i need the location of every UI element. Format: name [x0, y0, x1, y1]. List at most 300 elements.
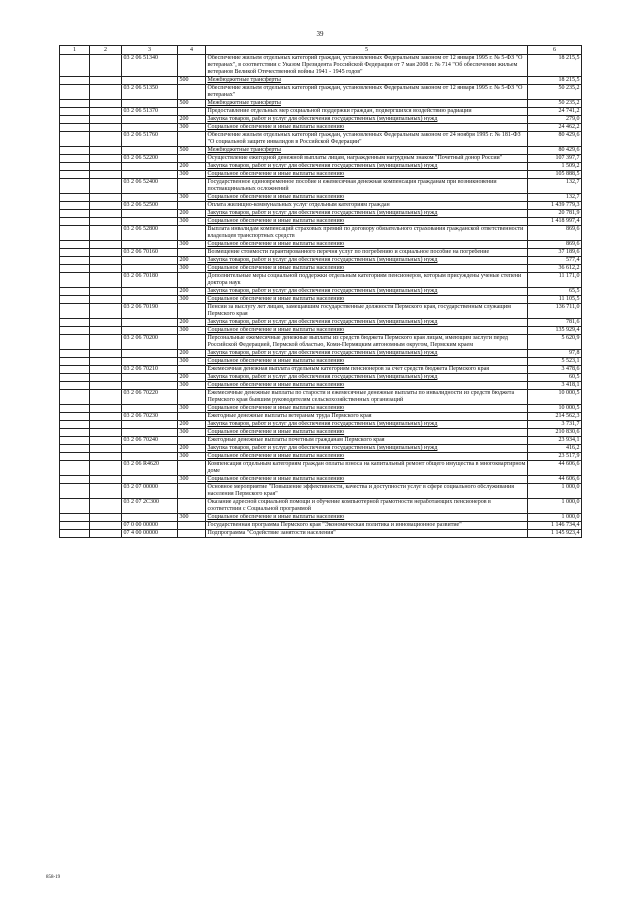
item-name: Закупка товаров, работ и услуг для обеспечения государственных (муниципальных) нужд	[206, 319, 528, 327]
cell-col-2	[90, 374, 122, 382]
amount-value: 210 830,6	[528, 429, 582, 437]
cell-col-1	[60, 241, 90, 249]
target-article-code: 03 2 06 70160	[122, 249, 178, 257]
cell-col-2	[90, 484, 122, 499]
table-row	[60, 530, 582, 538]
cell-col-2	[90, 147, 122, 155]
amount-value: 80 429,6	[528, 147, 582, 155]
cell-col-2	[90, 413, 122, 421]
table-row	[60, 405, 582, 413]
item-name: Ежегодные денежные выплаты почетным гражданам Пермского края	[206, 437, 528, 445]
cell-col-2	[90, 265, 122, 273]
cell-col-2	[90, 461, 122, 476]
item-name: Выплата инвалидам компенсаций страховых премий по договору обязательного страхования гражданской ответственности владельцев транспортных средств	[206, 226, 528, 241]
amount-value: 20 781,9	[528, 210, 582, 218]
cell-col-2	[90, 288, 122, 296]
expense-type-code	[178, 437, 206, 445]
item-name: Социальное обеспечение и иные выплаты населению	[206, 382, 528, 390]
item-name: Обеспечение жильем отдельных категорий граждан, установленных Федеральным законом от 24 ноября 1995 г. № 181-ФЗ "О социальной защите инвалидов в Российской Федерации"	[206, 132, 528, 147]
amount-value: 24 741,2	[528, 108, 582, 116]
column-header-1: 1	[60, 46, 90, 55]
table-row	[60, 522, 582, 530]
item-name: Персональные ежемесячные денежные выплаты из средств бюджета Пермского края лицам, имеющим заслуги перед Российской Федерацией, Пермской областью, Коми-Пермяцким автономным округом, Пермским краем	[206, 335, 528, 350]
table-row	[60, 421, 582, 429]
amount-value: 214 562,3	[528, 413, 582, 421]
cell-col-1	[60, 413, 90, 421]
budget-table	[59, 45, 582, 538]
target-article-code: 03 2 06 70240	[122, 437, 178, 445]
amount-value: 107 397,7	[528, 155, 582, 163]
item-name: Пенсии за выслугу лет лицам, замещавшим государственные должности Пермского края, государственным служащим Пермского края	[206, 304, 528, 319]
expense-type-code: 200	[178, 116, 206, 124]
cell-col-2	[90, 257, 122, 265]
table-row	[60, 155, 582, 163]
amount-value: 135 929,4	[528, 327, 582, 335]
amount-value: 416,2	[528, 445, 582, 453]
expense-type-code: 300	[178, 405, 206, 413]
cell-col-1	[60, 461, 90, 476]
cell-col-2	[90, 194, 122, 202]
table-row	[60, 382, 582, 390]
expense-type-code	[178, 304, 206, 319]
table-row	[60, 194, 582, 202]
item-name: Закупка товаров, работ и услуг для обеспечения государственных (муниципальных) нужд	[206, 288, 528, 296]
target-article-code	[122, 100, 178, 108]
cell-col-1	[60, 194, 90, 202]
amount-value: 132,7	[528, 179, 582, 194]
expense-type-code	[178, 226, 206, 241]
table-row	[60, 241, 582, 249]
cell-col-2	[90, 108, 122, 116]
cell-col-2	[90, 421, 122, 429]
cell-col-1	[60, 382, 90, 390]
cell-col-2	[90, 85, 122, 100]
footer-document-code: 858-19	[46, 875, 61, 880]
cell-col-2	[90, 453, 122, 461]
table-row	[60, 327, 582, 335]
target-article-code	[122, 405, 178, 413]
amount-value: 869,6	[528, 226, 582, 241]
target-article-code	[122, 218, 178, 226]
target-article-code	[122, 327, 178, 335]
amount-value: 105 888,5	[528, 171, 582, 179]
cell-col-1	[60, 445, 90, 453]
table-row	[60, 358, 582, 366]
target-article-code: 07 4 00 00000	[122, 530, 178, 538]
target-article-code: 03 2 06 70230	[122, 413, 178, 421]
amount-value: 3 418,1	[528, 382, 582, 390]
item-name: Оплата жилищно-коммунальных услуг отдельным категориям граждан	[206, 202, 528, 210]
cell-col-1	[60, 437, 90, 445]
cell-col-2	[90, 249, 122, 257]
target-article-code	[122, 77, 178, 85]
item-name: Межбюджетные трансферты	[206, 77, 528, 85]
table-row	[60, 366, 582, 374]
amount-value: 5 620,9	[528, 335, 582, 350]
target-article-code	[122, 421, 178, 429]
table-body	[60, 55, 582, 538]
item-name: Социальное обеспечение и иные выплаты населению	[206, 358, 528, 366]
cell-col-2	[90, 179, 122, 194]
page-number: 39	[316, 30, 324, 38]
cell-col-2	[90, 296, 122, 304]
item-name: Социальное обеспечение и иные выплаты населению	[206, 171, 528, 179]
expense-type-code	[178, 273, 206, 288]
target-article-code	[122, 319, 178, 327]
table-row	[60, 124, 582, 132]
cell-col-2	[90, 155, 122, 163]
amount-value: 10 000,5	[528, 390, 582, 405]
amount-value: 18 215,5	[528, 55, 582, 77]
cell-col-1	[60, 155, 90, 163]
item-name: Обеспечение жильем отдельных категорий граждан, установленных Федеральным законом от 12 января 1995 г. № 5-ФЗ "О ветеранах", в соответствии с Указом Президента Российской Федерации от 7 мая 2008 г. № 714 "Об обеспечении жильем ветеранов Великой Отечественной войны 1941 - 1945 годов"	[206, 55, 528, 77]
column-header-3: 3	[122, 46, 178, 55]
table-row	[60, 257, 582, 265]
cell-col-1	[60, 514, 90, 522]
expense-type-code: 300	[178, 265, 206, 273]
expense-type-code	[178, 366, 206, 374]
cell-col-2	[90, 100, 122, 108]
expense-type-code	[178, 499, 206, 514]
table-row	[60, 108, 582, 116]
cell-col-2	[90, 171, 122, 179]
cell-col-1	[60, 210, 90, 218]
cell-col-1	[60, 476, 90, 484]
cell-col-2	[90, 499, 122, 514]
cell-col-2	[90, 132, 122, 147]
item-name: Закупка товаров, работ и услуг для обеспечения государственных (муниципальных) нужд	[206, 257, 528, 265]
item-name: Ежемесячная денежная выплата отдельным категориям пенсионеров за счет средств бюджета Пермского края	[206, 366, 528, 374]
item-name: Осуществление ежегодной денежной выплаты лицам, награжденным нагрудным знаком "Почетный донор России"	[206, 155, 528, 163]
cell-col-2	[90, 382, 122, 390]
cell-col-1	[60, 265, 90, 273]
expense-type-code: 300	[178, 476, 206, 484]
expense-type-code: 200	[178, 374, 206, 382]
item-name: Ежегодные денежные выплаты ветеранам труда Пермского края	[206, 413, 528, 421]
cell-col-2	[90, 522, 122, 530]
target-article-code	[122, 124, 178, 132]
cell-col-1	[60, 296, 90, 304]
item-name: Подпрограмма "Содействие занятости населения"	[206, 530, 528, 538]
item-name: Закупка товаров, работ и услуг для обеспечения государственных (муниципальных) нужд	[206, 374, 528, 382]
expense-type-code	[178, 413, 206, 421]
target-article-code: 03 2 06 51340	[122, 55, 178, 77]
column-header-2: 2	[90, 46, 122, 55]
target-article-code	[122, 350, 178, 358]
amount-value: 97,8	[528, 350, 582, 358]
expense-type-code: 200	[178, 350, 206, 358]
item-name: Закупка товаров, работ и услуг для обеспечения государственных (муниципальных) нужд	[206, 163, 528, 171]
cell-col-1	[60, 522, 90, 530]
target-article-code	[122, 257, 178, 265]
expense-type-code	[178, 390, 206, 405]
item-name: Социальное обеспечение и иные выплаты населению	[206, 241, 528, 249]
target-article-code	[122, 476, 178, 484]
cell-col-2	[90, 530, 122, 538]
cell-col-1	[60, 358, 90, 366]
item-name: Закупка товаров, работ и услуг для обеспечения государственных (муниципальных) нужд	[206, 350, 528, 358]
cell-col-2	[90, 116, 122, 124]
table-row	[60, 55, 582, 77]
amount-value: 36 612,2	[528, 265, 582, 273]
target-article-code: 03 2 06 70190	[122, 304, 178, 319]
cell-col-2	[90, 335, 122, 350]
cell-col-2	[90, 476, 122, 484]
item-name: Оказание адресной социальной помощи и обучение компьютерной грамотности неработающих пенсионеров в соответствии с Социальной программой	[206, 499, 528, 514]
target-article-code: 03 2 06 70200	[122, 335, 178, 350]
expense-type-code: 200	[178, 210, 206, 218]
amount-value: 50 235,2	[528, 85, 582, 100]
item-name: Социальное обеспечение и иные выплаты населению	[206, 296, 528, 304]
table-row	[60, 374, 582, 382]
target-article-code	[122, 241, 178, 249]
table-row	[60, 296, 582, 304]
cell-col-1	[60, 421, 90, 429]
cell-col-1	[60, 374, 90, 382]
expense-type-code	[178, 484, 206, 499]
amount-value: 44 606,6	[528, 476, 582, 484]
target-article-code: 03 2 06 51350	[122, 85, 178, 100]
expense-type-code: 300	[178, 218, 206, 226]
expense-type-code: 200	[178, 288, 206, 296]
table-row	[60, 179, 582, 194]
table-row	[60, 514, 582, 522]
cell-col-1	[60, 171, 90, 179]
cell-col-1	[60, 335, 90, 350]
item-name: Основное мероприятие "Повышение эффективности, качества и доступности услуг в сфере социального обслуживания населения Пермского края"	[206, 484, 528, 499]
table-row	[60, 132, 582, 147]
item-name: Социальное обеспечение и иные выплаты населению	[206, 476, 528, 484]
expense-type-code: 200	[178, 421, 206, 429]
cell-col-1	[60, 257, 90, 265]
target-article-code	[122, 210, 178, 218]
amount-value: 1 439 779,3	[528, 202, 582, 210]
target-article-code: 07 0 00 00000	[122, 522, 178, 530]
amount-value: 80 429,6	[528, 132, 582, 147]
cell-col-1	[60, 390, 90, 405]
item-name: Компенсация отдельным категориям граждан оплаты взноса на капитальный ремонт общего имущества в многоквартирном доме	[206, 461, 528, 476]
expense-type-code: 300	[178, 514, 206, 522]
cell-col-2	[90, 327, 122, 335]
amount-value: 44 606,6	[528, 461, 582, 476]
expense-type-code	[178, 202, 206, 210]
target-article-code	[122, 358, 178, 366]
expense-type-code: 300	[178, 358, 206, 366]
table-row	[60, 484, 582, 499]
item-name: Возмещение стоимости гарантированного перечня услуг по погребению и социальное пособие на погребение	[206, 249, 528, 257]
expense-type-code	[178, 155, 206, 163]
cell-col-1	[60, 530, 90, 538]
item-name: Социальное обеспечение и иные выплаты населению	[206, 453, 528, 461]
expense-type-code	[178, 461, 206, 476]
item-name: Социальное обеспечение и иные выплаты населению	[206, 218, 528, 226]
table-row	[60, 304, 582, 319]
cell-col-1	[60, 108, 90, 116]
column-header-6: 6	[528, 46, 582, 55]
table-row	[60, 218, 582, 226]
cell-col-2	[90, 273, 122, 288]
cell-col-2	[90, 390, 122, 405]
item-name: Межбюджетные трансферты	[206, 147, 528, 155]
amount-value: 1 418 997,4	[528, 218, 582, 226]
item-name: Социальное обеспечение и иные выплаты населению	[206, 429, 528, 437]
cell-col-2	[90, 445, 122, 453]
item-name: Социальное обеспечение и иные выплаты населению	[206, 405, 528, 413]
cell-col-1	[60, 147, 90, 155]
expense-type-code	[178, 522, 206, 530]
target-article-code: 03 2 07 00000	[122, 484, 178, 499]
item-name: Социальное обеспечение и иные выплаты населению	[206, 124, 528, 132]
amount-value: 136 711,0	[528, 304, 582, 319]
table-row	[60, 288, 582, 296]
cell-col-2	[90, 226, 122, 241]
cell-col-1	[60, 429, 90, 437]
amount-value: 50 235,2	[528, 100, 582, 108]
target-article-code: 03 2 06 52800	[122, 226, 178, 241]
table-row	[60, 265, 582, 273]
expense-type-code: 500	[178, 147, 206, 155]
expense-type-code: 200	[178, 319, 206, 327]
cell-col-2	[90, 366, 122, 374]
cell-col-2	[90, 358, 122, 366]
target-article-code	[122, 296, 178, 304]
table-row	[60, 171, 582, 179]
target-article-code: 03 2 06 52200	[122, 155, 178, 163]
expense-type-code: 300	[178, 124, 206, 132]
amount-value: 781,6	[528, 319, 582, 327]
cell-col-1	[60, 124, 90, 132]
amount-value: 1 000,0	[528, 499, 582, 514]
cell-col-2	[90, 163, 122, 171]
cell-col-2	[90, 514, 122, 522]
target-article-code: 03 2 06 52400	[122, 179, 178, 194]
cell-col-1	[60, 218, 90, 226]
table-row	[60, 116, 582, 124]
table-row	[60, 163, 582, 171]
expense-type-code	[178, 85, 206, 100]
cell-col-1	[60, 132, 90, 147]
expense-type-code: 300	[178, 429, 206, 437]
cell-col-2	[90, 124, 122, 132]
cell-col-1	[60, 273, 90, 288]
amount-value: 5 523,1	[528, 358, 582, 366]
expense-type-code: 300	[178, 453, 206, 461]
cell-col-1	[60, 484, 90, 499]
amount-value: 869,6	[528, 241, 582, 249]
item-name: Дополнительные меры социальной поддержки отдельным категориям пенсионеров, которым присуждены ученые степени доктора наук	[206, 273, 528, 288]
amount-value: 18 215,5	[528, 77, 582, 85]
target-article-code: 03 2 06 70220	[122, 390, 178, 405]
cell-col-1	[60, 405, 90, 413]
expense-type-code: 500	[178, 100, 206, 108]
cell-col-1	[60, 319, 90, 327]
expense-type-code	[178, 335, 206, 350]
item-name: Государственная программа Пермского края "Экономическая политика и инновационное развитие"	[206, 522, 528, 530]
target-article-code: 03 2 07 2С300	[122, 499, 178, 514]
amount-value: 3 478,6	[528, 366, 582, 374]
target-article-code: 03 2 06 51760	[122, 132, 178, 147]
cell-col-1	[60, 202, 90, 210]
amount-value: 37 189,6	[528, 249, 582, 257]
cell-col-1	[60, 288, 90, 296]
target-article-code	[122, 116, 178, 124]
expense-type-code: 200	[178, 163, 206, 171]
amount-value: 279,0	[528, 116, 582, 124]
expense-type-code	[178, 108, 206, 116]
table-row	[60, 476, 582, 484]
target-article-code	[122, 382, 178, 390]
table-row	[60, 335, 582, 350]
amount-value: 65,5	[528, 288, 582, 296]
amount-value: 1 146 734,4	[528, 522, 582, 530]
item-name: Социальное обеспечение и иные выплаты населению	[206, 194, 528, 202]
table-row	[60, 226, 582, 241]
item-name: Социальное обеспечение и иные выплаты населению	[206, 514, 528, 522]
table-row	[60, 249, 582, 257]
amount-value: 577,4	[528, 257, 582, 265]
expense-type-code: 300	[178, 171, 206, 179]
target-article-code	[122, 429, 178, 437]
item-name: Закупка товаров, работ и услуг для обеспечения государственных (муниципальных) нужд	[206, 445, 528, 453]
cell-col-2	[90, 218, 122, 226]
table-row	[60, 453, 582, 461]
table-row	[60, 437, 582, 445]
expense-type-code	[178, 179, 206, 194]
item-name: Обеспечение жильем отдельных категорий граждан, установленных Федеральным законом от 12 января 1995 г. № 5-ФЗ "О ветеранах"	[206, 85, 528, 100]
cell-col-2	[90, 437, 122, 445]
amount-value: 132,7	[528, 194, 582, 202]
amount-value: 1 000,0	[528, 514, 582, 522]
target-article-code	[122, 445, 178, 453]
target-article-code	[122, 171, 178, 179]
cell-col-2	[90, 319, 122, 327]
cell-col-1	[60, 85, 90, 100]
table-row	[60, 413, 582, 421]
amount-value: 1 145 923,4	[528, 530, 582, 538]
item-name: Предоставление отдельных мер социальной поддержки граждан, подвергшихся воздействию радиации	[206, 108, 528, 116]
amount-value: 60,5	[528, 374, 582, 382]
amount-value: 1 509,2	[528, 163, 582, 171]
expense-type-code	[178, 132, 206, 147]
target-article-code	[122, 374, 178, 382]
expense-type-code: 300	[178, 382, 206, 390]
amount-value: 23 517,9	[528, 453, 582, 461]
item-name: Государственное единовременное пособие и ежемесячная денежная компенсация гражданам при возникновении поствакцинальных осложнений	[206, 179, 528, 194]
amount-value: 23 934,1	[528, 437, 582, 445]
cell-col-1	[60, 327, 90, 335]
cell-col-2	[90, 202, 122, 210]
target-article-code	[122, 194, 178, 202]
column-header-5: 5	[206, 46, 528, 55]
cell-col-1	[60, 304, 90, 319]
target-article-code: 03 2 06 52500	[122, 202, 178, 210]
column-header-4: 4	[178, 46, 206, 55]
amount-value: 10 000,5	[528, 405, 582, 413]
target-article-code	[122, 453, 178, 461]
table-row	[60, 273, 582, 288]
cell-col-2	[90, 304, 122, 319]
cell-col-2	[90, 405, 122, 413]
expense-type-code: 200	[178, 257, 206, 265]
target-article-code: 03 2 06 70210	[122, 366, 178, 374]
amount-value: 24 462,2	[528, 124, 582, 132]
expense-type-code	[178, 55, 206, 77]
table-row	[60, 100, 582, 108]
cell-col-2	[90, 429, 122, 437]
item-name: Ежемесячные денежные выплаты по старости и ежемесячные денежные выплаты по инвалидности из средств бюджета Пермского края бывшим руководителям сельскохозяйственных организаций	[206, 390, 528, 405]
target-article-code	[122, 288, 178, 296]
cell-col-1	[60, 100, 90, 108]
